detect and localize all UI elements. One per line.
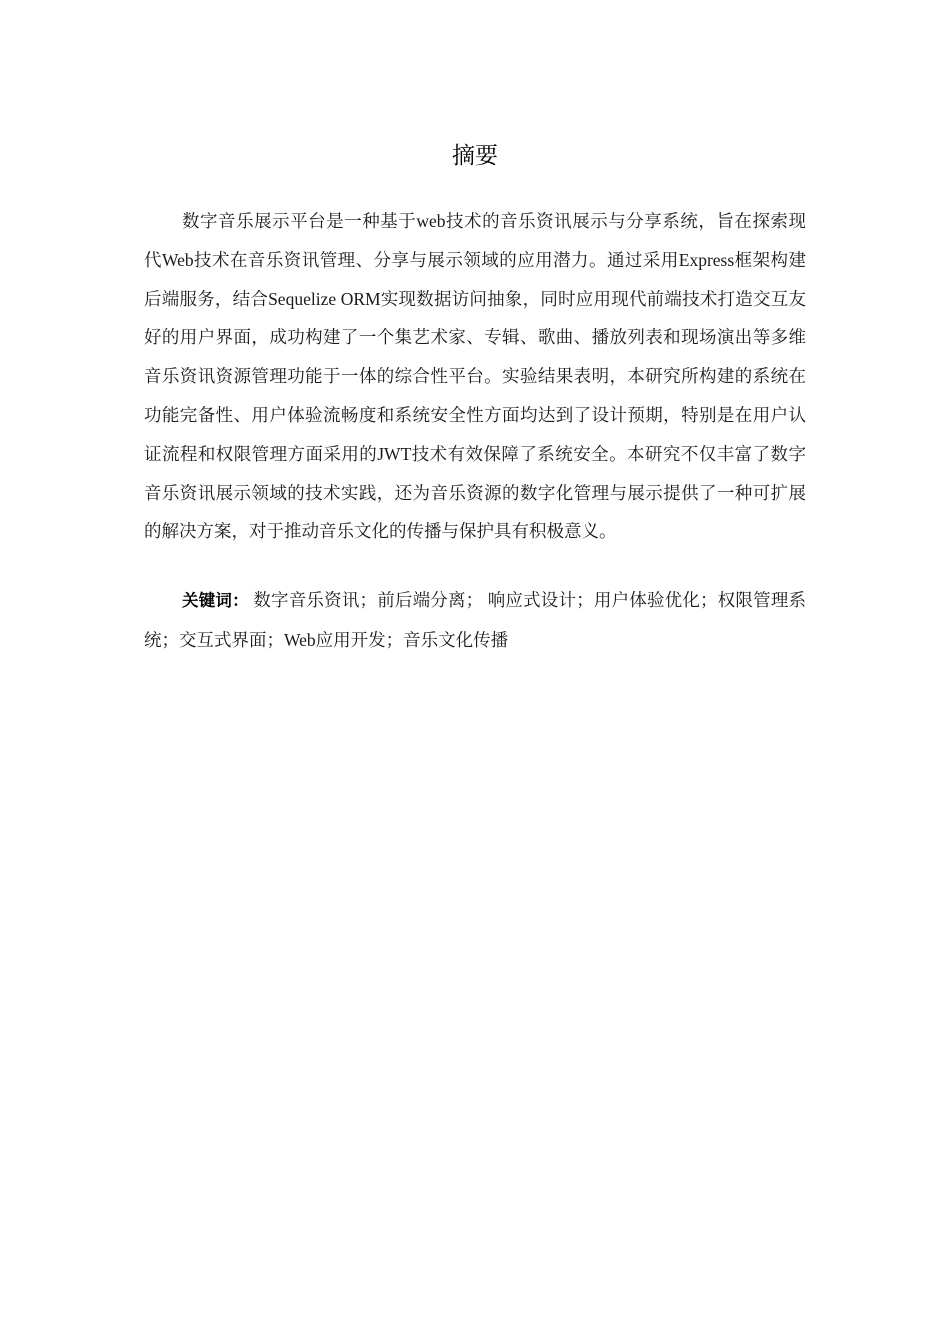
keywords-list: 数字音乐资讯；前后端分离； 响应式设计；用户体验优化；权限管理系统；交互式界面；Web应用开发；音乐文化传播: [144, 590, 807, 650]
keywords-label: 关键词：: [182, 591, 249, 610]
abstract-body: 数字音乐展示平台是一种基于web技术的音乐资讯展示与分享系统，旨在探索现代Web技术在音乐资讯管理、分享与展示领域的应用潜力。通过采用Express框架构建后端服务，结合Sequelize ORM实现数据访问抽象，同时应用现代前端技术打造交互友好的用户界面，成功构建了一个集艺术家、专辑、歌曲、播放列表和现场演出等多维音乐资讯资源管理功能于一体的综合性平台。实验结果表明，本研究所构建的系统在功能完备性、用户体验流畅度和系统安全性方面均达到了设计预期，特别是在用户认证流程和权限管理方面采用的JWT技术有效保障了系统安全。本研究不仅丰富了数字音乐资讯展示领域的技术实践，还为音乐资源的数字化管理与展示提供了一种可扩展的解决方案，对于推动音乐文化的传播与保护具有积极意义。: [144, 211, 806, 542]
keywords-paragraph: [144, 581, 806, 660]
abstract-title: 摘要: [452, 143, 498, 169]
